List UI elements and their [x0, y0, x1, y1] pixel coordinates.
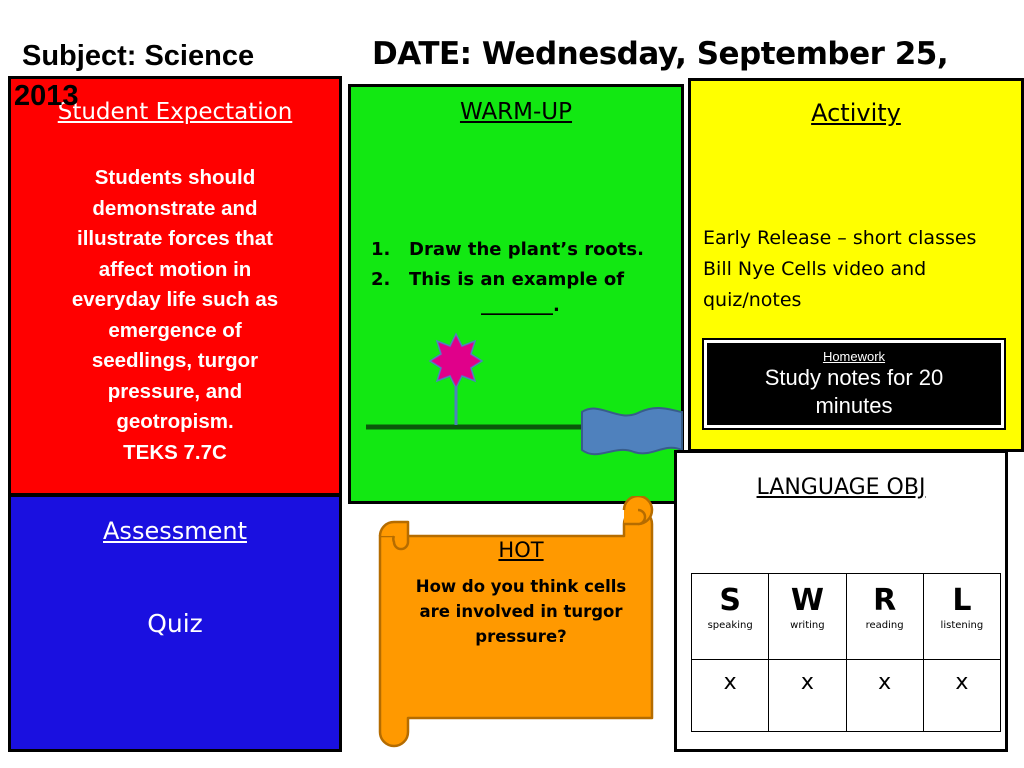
table-cell: [692, 574, 769, 660]
skill-letter: W: [790, 583, 824, 618]
skill-letter: L: [952, 583, 972, 618]
homework-label: Homework: [822, 349, 886, 364]
list-number: 2.: [371, 269, 391, 290]
subject-year: 2013: [14, 80, 79, 112]
activity-line: Early Release – short classes: [703, 227, 977, 249]
skill-word: reading: [865, 620, 904, 631]
activity-title: Activity: [811, 99, 901, 127]
subject-heading: Subject: Science: [22, 40, 255, 72]
date-heading: DATE: Wednesday, September 25,: [372, 36, 949, 72]
table-cell: [923, 574, 1000, 660]
skill-mark: x: [769, 660, 846, 732]
skill-letter: R: [873, 583, 897, 618]
homework-box: [704, 340, 1004, 428]
expectation-line: pressure, and: [107, 379, 243, 403]
student-expectation-panel: [8, 76, 342, 496]
warmup-title: WARM-UP: [459, 99, 573, 125]
hot-line: How do you think cells: [415, 577, 627, 596]
assessment-title: Assessment: [103, 517, 247, 545]
assessment-panel: [8, 494, 342, 752]
answer-blank: ________.: [481, 295, 560, 316]
activity-line: quiz/notes: [703, 289, 802, 311]
student-expectation-title: Student Expectation: [57, 99, 293, 125]
expectation-line: demonstrate and: [92, 196, 258, 220]
homework-line: minutes: [815, 393, 893, 418]
language-table: [691, 573, 1001, 732]
skill-mark: x: [923, 660, 1000, 732]
table-row: [692, 574, 1001, 660]
language-obj-title: LANGUAGE OBJ: [756, 475, 926, 500]
list-text: Draw the plant’s roots.: [409, 239, 644, 260]
student-expectation-text: [33, 163, 317, 468]
hot-question: [408, 574, 634, 649]
table-cell: [846, 574, 923, 660]
expectation-line: affect motion in: [98, 257, 252, 281]
homework-line: Study notes for 20: [764, 365, 944, 390]
activity-text: [703, 223, 976, 316]
assessment-text: Quiz: [147, 609, 203, 638]
table-cell: [769, 574, 846, 660]
expectation-line: geotropism.: [116, 410, 234, 433]
skill-mark: x: [846, 660, 923, 732]
expectation-line: everyday life such as: [71, 288, 279, 311]
hot-line: are involved in turgor: [419, 602, 623, 621]
table-row: [692, 660, 1001, 732]
expectation-line: emergence of: [108, 318, 242, 342]
expectation-line: seedlings, turgor: [91, 349, 259, 372]
skill-word: writing: [790, 620, 825, 631]
hot-line: pressure?: [475, 627, 567, 646]
flag-shape: [578, 402, 688, 464]
activity-line: Bill Nye Cells video and: [703, 258, 927, 280]
list-number: 1.: [371, 239, 391, 260]
hot-title: HOT: [498, 538, 544, 562]
language-obj-panel: [674, 450, 1008, 752]
skill-mark: x: [692, 660, 769, 732]
list-text: This is an example of: [409, 269, 625, 290]
skill-word: speaking: [707, 620, 753, 631]
skill-letter: S: [719, 583, 741, 618]
teks-code: TEKS 7.7C: [123, 440, 227, 464]
flower-icon: [430, 334, 482, 388]
skill-word: listening: [940, 620, 984, 631]
expectation-line: illustrate forces that: [77, 227, 273, 250]
expectation-line: Students should: [94, 166, 256, 189]
